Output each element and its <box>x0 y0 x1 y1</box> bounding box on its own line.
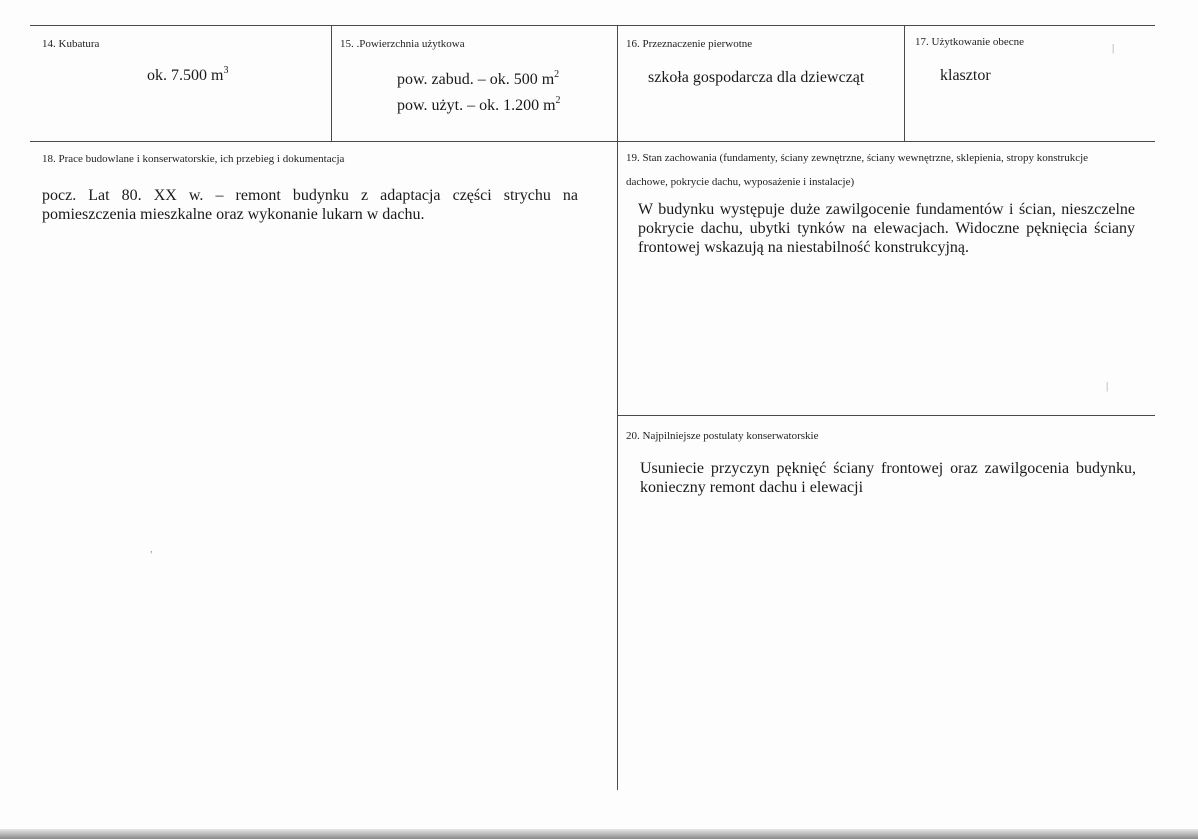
top-border <box>30 25 1155 26</box>
section-20-top-border <box>617 415 1155 416</box>
field-17-label: 17. Użytkowanie obecne <box>915 36 1025 48</box>
field-15-line-usable-area <box>397 96 561 118</box>
field-20-value: Usuniecie przyczyn pęknięć ściany frontowej oraz zawilgocenia budynku, konieczny remont dachu i elewacji <box>640 460 1136 496</box>
col-divider-3 <box>904 25 905 141</box>
field-14-label: 14. Kubatura <box>42 38 100 50</box>
field-20-label: 20. Najpilniejsze postulaty konserwatorskie <box>626 430 819 442</box>
field-14-value-text: ok. 7.500 m <box>147 67 224 84</box>
field-14-value <box>147 66 228 88</box>
field-15-line-built-area <box>397 70 559 92</box>
field-19-value: W budynku występuje duże zawilgocenie fundamentów i ścian, nieszczelne pokrycie dachu, ubytki tynków na elewacjach. Widoczne pęknięcia ściany frontowej wskazują na niestabilność konstrukcyjną. <box>638 201 1135 256</box>
field-15-line1-exponent: 2 <box>554 69 560 80</box>
field-16-value: szkoła gospodarcza dla dziewcząt <box>648 69 865 86</box>
row1-bottom-border <box>30 141 1155 142</box>
scan-bottom-edge <box>0 829 1198 839</box>
field-15-line2-text: pow. użyt. – ok. 1.200 m <box>397 97 556 114</box>
scan-speck-mark: | <box>1112 42 1115 54</box>
field-15-label: 15. .Powierzchnia użytkowa <box>340 38 465 50</box>
field-18-label: 18. Prace budowlane i konserwatorskie, ich przebieg i dokumentacja <box>42 153 345 165</box>
scan-speck-mark: , <box>150 543 153 555</box>
col-divider-1 <box>331 25 332 141</box>
field-19-label: 19. Stan zachowania (fundamenty, ściany zewnętrzne, ściany wewnętrzne, sklepienia, stropy konstrukcje dachowe, pokrycie dachu, wyposażenie i instalacje) <box>626 152 1089 188</box>
scan-speck-mark: | <box>1106 380 1109 392</box>
field-18-value: pocz. Lat 80. XX w. – remont budynku z adaptacja części strychu na pomieszczenia mieszkalne oraz wykonanie lukarn w dachu. <box>42 187 578 223</box>
col-divider-2 <box>617 25 618 790</box>
field-14-value-exponent: 3 <box>223 65 229 76</box>
field-17-value: klasztor <box>940 67 991 84</box>
field-15-line1-text: pow. zabud. – ok. 500 m <box>397 71 555 88</box>
field-15-line2-exponent: 2 <box>555 95 561 106</box>
field-16-label: 16. Przeznaczenie pierwotne <box>626 38 753 50</box>
